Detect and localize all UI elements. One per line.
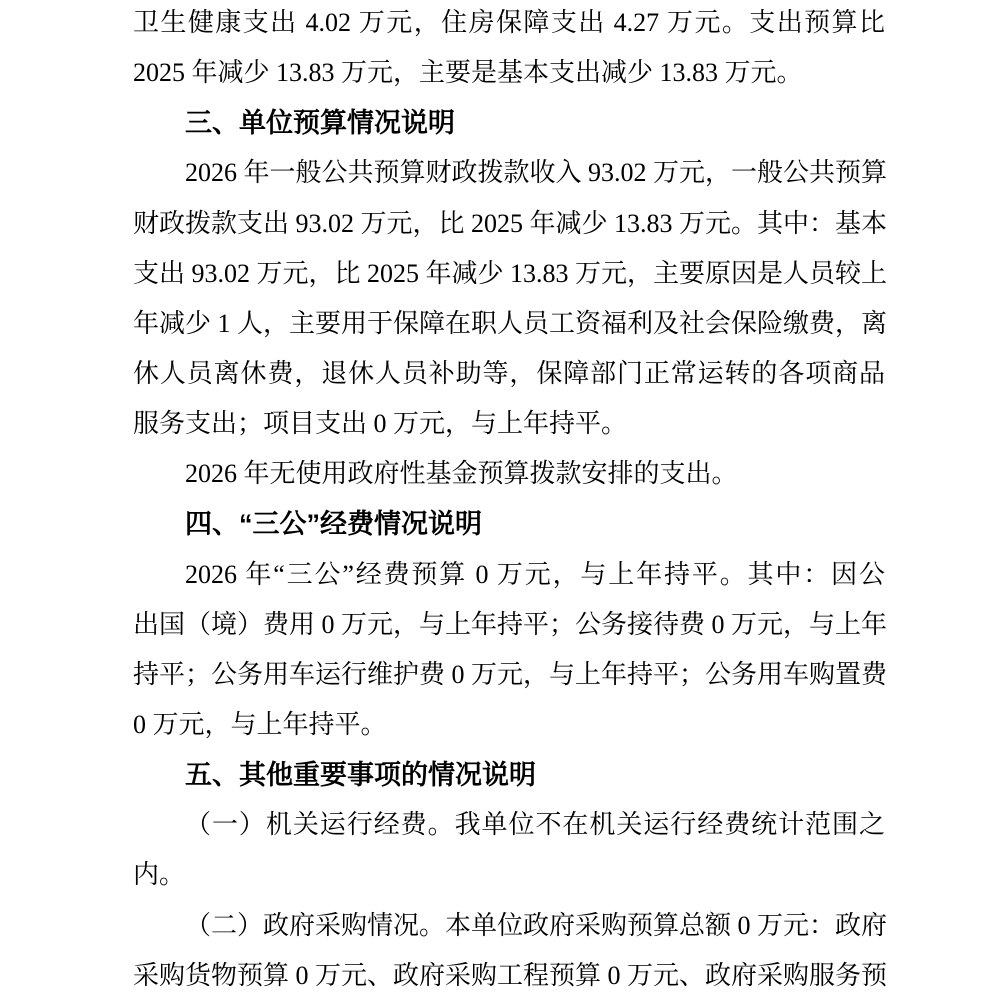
document-line: 支出 93.02 万元，比 2025 年减少 13.83 万元，主要原因是人员较上 [133, 258, 888, 288]
document-line: 服务支出；项目支出 0 万元，与上年持平。 [133, 409, 628, 439]
document-line: 持平；公务用车运行维护费 0 万元，与上年持平；公务用车购置费 [133, 659, 888, 689]
document-line: 卫生健康支出 4.02 万元，住房保障支出 4.27 万元。支出预算比 [133, 8, 885, 37]
section-heading: 三、单位预算情况说明 [185, 108, 455, 139]
document-line: （二）政府采购情况。本单位政府采购预算总额 0 万元：政府 [185, 910, 888, 940]
document-line: 休人员离休费，退休人员补助等，保障部门正常运转的各项商品 [133, 358, 885, 388]
document-line: 采购货物预算 0 万元、政府采购工程预算 0 万元、政府采购服务预 [133, 960, 888, 990]
document-line: 财政拨款支出 93.02 万元，比 2025 年减少 13.83 万元。其中：基本 [133, 208, 888, 238]
document-line: 0 万元，与上年持平。 [133, 709, 387, 739]
section-heading: 五、其他重要事项的情况说明 [185, 760, 536, 791]
document-line: 年减少 1 人，主要用于保障在职人员工资福利及社会保险缴费，离 [133, 308, 888, 338]
section-heading: 四、“三公”经费情况说明 [185, 509, 482, 540]
document-line: 2026 年一般公共预算财政拨款收入 93.02 万元，一般公共预算 [185, 158, 888, 188]
document-line: 出国（境）费用 0 万元，与上年持平；公务接待费 0 万元，与上年 [133, 609, 888, 639]
document-text-block [133, 0, 888, 1001]
document-line: 2026 年“三公”经费预算 0 万元，与上年持平。其中：因公 [185, 559, 885, 589]
document-line: 2025 年减少 13.83 万元，主要是基本支出减少 13.83 万元。 [133, 58, 803, 88]
document-line: 2026 年无使用政府性基金预算拨款安排的支出。 [185, 459, 738, 489]
document-line: 内。 [133, 860, 186, 890]
document-line: （一）机关运行经费。我单位不在机关运行经费统计范围之 [185, 810, 885, 840]
